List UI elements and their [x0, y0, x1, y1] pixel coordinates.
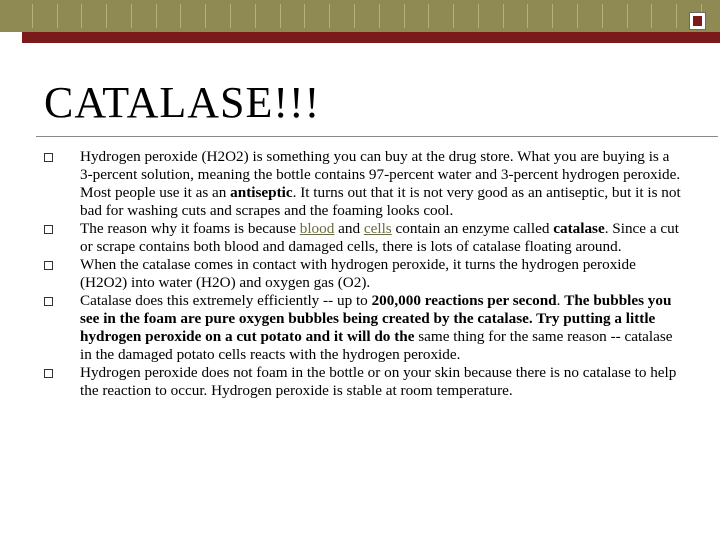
- header-grid: [8, 4, 702, 28]
- cells-link[interactable]: cells: [363, 220, 392, 237]
- blood-link[interactable]: blood: [299, 220, 335, 237]
- bullet-item: Hydrogen peroxide (H2O2) is something you can buy at the drug store. What you are buying is a 3-percent solution, meaning the bottle contains 97-percent water and 3-percent hydrogen peroxide. Most people use it as an antiseptic. It turns out that it is not very good as an antiseptic, but it is not bad for washing cuts and scrapes and the foaming looks cool.: [44, 148, 684, 220]
- bullet-item: The reason why it foams is because blood and cells contain an enzyme called catalase. Since a cut or scrape contains both blood and damaged cells, there is lots of catalase floating around.: [44, 220, 684, 256]
- corner-square-icon: [689, 12, 706, 30]
- square-bullet-icon: [44, 297, 53, 306]
- slide-title: CATALASE!!!: [44, 78, 321, 127]
- title-divider: [36, 136, 718, 137]
- square-bullet-icon: [44, 153, 53, 162]
- square-bullet-icon: [44, 225, 53, 234]
- header-red-band: [22, 32, 720, 43]
- bullet-item: Hydrogen peroxide does not foam in the bottle or on your skin because there is no catalase to help the reaction to occur. Hydrogen peroxide is stable at room temperature.: [44, 364, 684, 400]
- square-bullet-icon: [44, 261, 53, 270]
- bullet-list: [44, 148, 684, 400]
- bullet-item: Catalase does this extremely efficiently -- up to 200,000 reactions per second. The bubbles you see in the foam are pure oxygen bubbles being created by the catalase. Try putting a little hydrogen peroxide on a cut potato and it will do the same thing for the same reason -- catalase in the damaged potato cells reacts with the hydrogen peroxide.: [44, 292, 684, 364]
- decorative-header: [0, 0, 720, 46]
- bullet-item: When the catalase comes in contact with hydrogen peroxide, it turns the hydrogen peroxide (H2O2) into water (H2O) and oxygen gas (O2).: [44, 256, 684, 292]
- square-bullet-icon: [44, 369, 53, 378]
- header-olive-band: [0, 0, 720, 32]
